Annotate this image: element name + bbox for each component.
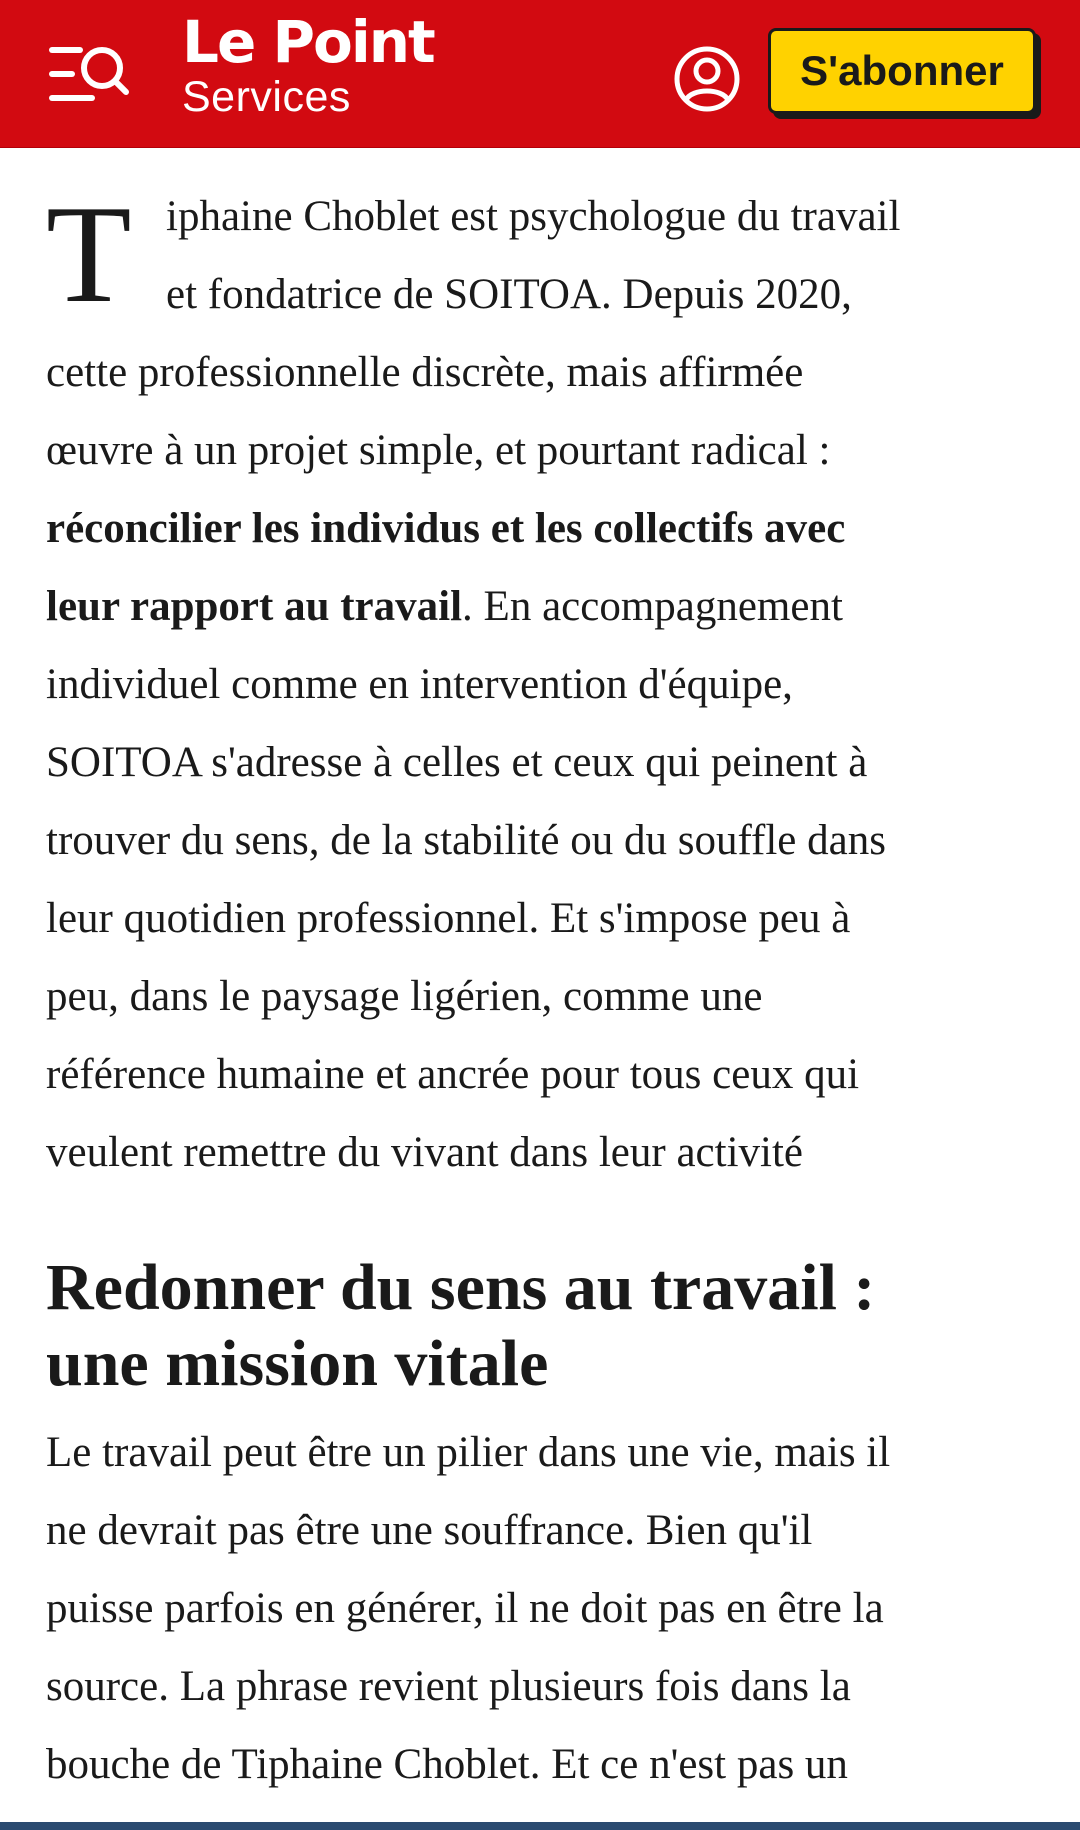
text-segment: œuvre à un projet simple, et pourtant radical : <box>46 427 831 474</box>
text-segment: trouver du sens, de la stabilité ou du souffle dans <box>46 817 886 864</box>
account-button[interactable] <box>672 44 742 114</box>
drop-cap: T <box>46 177 132 332</box>
paragraph-line <box>46 724 1042 802</box>
bold-text: réconcilier les individus et les collectifs avec <box>46 505 846 552</box>
paragraph-line <box>46 412 1042 490</box>
paragraph-line <box>46 490 1042 568</box>
paragraph-line: Le travail peut être un pilier dans une vie, mais il <box>46 1429 891 1476</box>
paragraph-line <box>46 1114 1042 1192</box>
article-intro-paragraph <box>46 178 1042 1192</box>
text-segment: individuel comme en intervention d'équipe, <box>46 661 793 708</box>
user-account-icon <box>672 101 742 118</box>
paragraph-line: iphaine Choblet est psychologue du travail <box>166 193 901 240</box>
paragraph-line: bouche de Tiphaine Choblet. Et ce n'est pas un <box>46 1741 848 1788</box>
text-segment: leur quotidien professionnel. Et s'impose peu à <box>46 895 851 942</box>
bottom-edge-bar <box>0 1822 1080 1830</box>
text-segment: . En accompagnement <box>462 583 843 630</box>
paragraph-line: ne devrait pas être une souffrance. Bien qu'il <box>46 1507 813 1554</box>
site-header <box>0 0 1080 148</box>
text-segment: cette professionnelle discrète, mais affirmée <box>46 349 804 396</box>
subscribe-button[interactable]: S'abonner <box>768 28 1036 114</box>
text-segment: veulent remettre du vivant dans leur activité <box>46 1129 803 1176</box>
brand-name: Le Point <box>182 8 434 76</box>
menu-search-icon <box>46 36 132 112</box>
paragraph-line <box>46 334 1042 412</box>
paragraph-line <box>46 646 1042 724</box>
paragraph-line <box>46 880 1042 958</box>
menu-search-button[interactable] <box>46 36 132 112</box>
paragraph-line <box>46 1036 1042 1114</box>
text-segment: peu, dans le paysage ligérien, comme une <box>46 973 763 1020</box>
paragraph-lines <box>46 334 1042 1192</box>
paragraph-line: source. La phrase revient plusieurs fois dans la <box>46 1663 851 1710</box>
brand-logo[interactable] <box>182 6 434 122</box>
paragraph-line <box>46 568 1042 646</box>
paragraph-line <box>46 802 1042 880</box>
article-body <box>46 177 1042 1788</box>
paragraph-line: puisse parfois en générer, il ne doit pas en être la <box>46 1585 884 1632</box>
paragraph-line <box>46 958 1042 1036</box>
brand-section: Services <box>182 73 351 121</box>
text-segment: SOITOA s'adresse à celles et ceux qui peinent à <box>46 739 868 786</box>
paragraph-line: et fondatrice de SOITOA. Depuis 2020, <box>166 271 852 318</box>
section-heading: Redonner du sens au travail : une mission vitale <box>46 1251 876 1400</box>
article-paragraph <box>46 1414 890 1804</box>
text-segment: référence humaine et ancrée pour tous ceux qui <box>46 1051 860 1098</box>
bold-text: leur rapport au travail <box>46 583 463 630</box>
